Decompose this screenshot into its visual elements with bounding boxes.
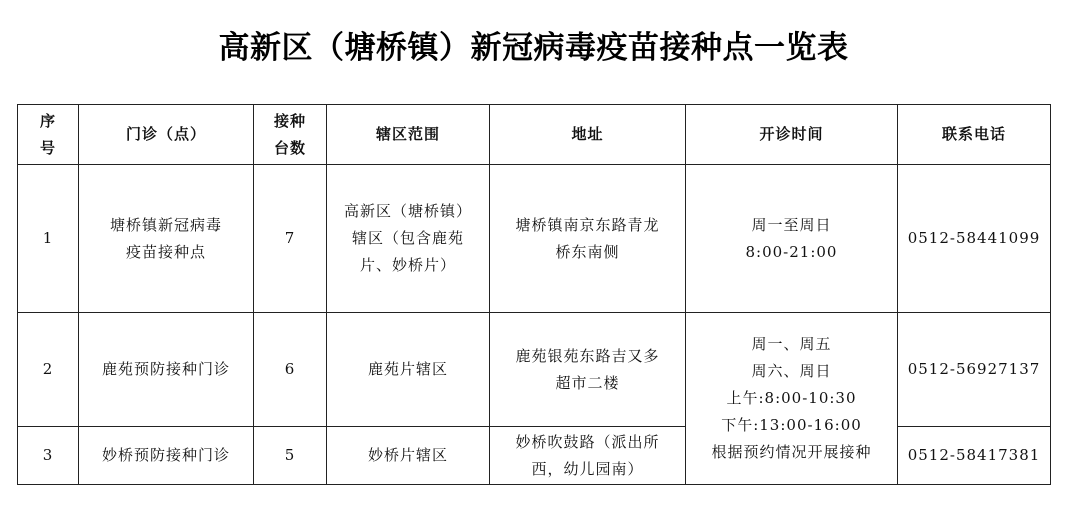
cell-address bbox=[490, 313, 686, 427]
cell-clinic: 妙桥预防接种门诊 bbox=[79, 427, 254, 485]
cell-address-line: 塘桥镇南京东路青龙 bbox=[515, 215, 660, 234]
header-stations-line: 接种 bbox=[273, 111, 306, 130]
cell-phone: 0512-58441099 bbox=[898, 165, 1051, 313]
cell-clinic: 鹿苑预防接种门诊 bbox=[79, 313, 254, 427]
cell-stations: 7 bbox=[254, 165, 327, 313]
cell-address-line: 桥东南侧 bbox=[555, 242, 620, 261]
cell-address bbox=[490, 165, 686, 313]
cell-hours-line: 根据预约情况开展接种 bbox=[711, 443, 872, 461]
cell-district-line: 辖区（包含鹿苑 bbox=[351, 229, 464, 247]
vaccination-sites-table bbox=[17, 104, 1051, 485]
cell-index: 3 bbox=[18, 427, 79, 485]
cell-clinic-line: 塘桥镇新冠病毒 bbox=[109, 215, 222, 234]
header-index-line: 序 bbox=[39, 111, 56, 130]
cell-clinic bbox=[79, 165, 254, 313]
cell-district bbox=[327, 165, 490, 313]
table-header-row bbox=[18, 105, 1051, 165]
header-index bbox=[18, 105, 79, 165]
cell-hours-shared bbox=[686, 313, 898, 485]
cell-district: 鹿苑片辖区 bbox=[327, 313, 490, 427]
cell-district: 妙桥片辖区 bbox=[327, 427, 490, 485]
header-hours: 开诊时间 bbox=[686, 105, 898, 165]
cell-hours bbox=[686, 165, 898, 313]
cell-address-line: 妙桥吹鼓路（派出所 bbox=[515, 432, 660, 451]
cell-hours-line: 8:00-21:00 bbox=[745, 242, 838, 261]
cell-address-line: 超市二楼 bbox=[555, 373, 620, 392]
cell-address-line: 鹿苑银苑东路吉又多 bbox=[515, 346, 660, 365]
cell-clinic-line: 疫苗接种点 bbox=[125, 242, 206, 261]
header-clinic: 门诊（点） bbox=[79, 105, 254, 165]
cell-address bbox=[490, 427, 686, 485]
cell-address-line: 西，幼儿园南） bbox=[531, 459, 644, 478]
cell-hours-line: 周一、周五 bbox=[751, 335, 832, 353]
cell-district-line: 高新区（塘桥镇） bbox=[343, 202, 472, 220]
header-index-line: 号 bbox=[39, 138, 56, 157]
cell-phone: 0512-56927137 bbox=[898, 313, 1051, 427]
cell-district-line: 片、妙桥片） bbox=[359, 256, 456, 274]
cell-hours-line: 周一至周日 bbox=[751, 215, 832, 234]
cell-stations: 5 bbox=[254, 427, 327, 485]
cell-stations: 6 bbox=[254, 313, 327, 427]
cell-index: 2 bbox=[18, 313, 79, 427]
cell-hours-line: 下午:13:00-16:00 bbox=[721, 416, 862, 434]
table-row bbox=[18, 165, 1051, 313]
table-row bbox=[18, 313, 1051, 427]
header-address: 地址 bbox=[490, 105, 686, 165]
header-district: 辖区范围 bbox=[327, 105, 490, 165]
cell-index: 1 bbox=[18, 165, 79, 313]
cell-hours-line: 上午:8:00-10:30 bbox=[726, 389, 857, 407]
page-title: 高新区（塘桥镇）新冠病毒疫苗接种点一览表 bbox=[218, 30, 849, 66]
cell-phone: 0512-58417381 bbox=[898, 427, 1051, 485]
header-stations-line: 台数 bbox=[273, 138, 306, 157]
header-stations bbox=[254, 105, 327, 165]
header-phone: 联系电话 bbox=[898, 105, 1051, 165]
cell-hours-line: 周六、周日 bbox=[751, 362, 832, 380]
